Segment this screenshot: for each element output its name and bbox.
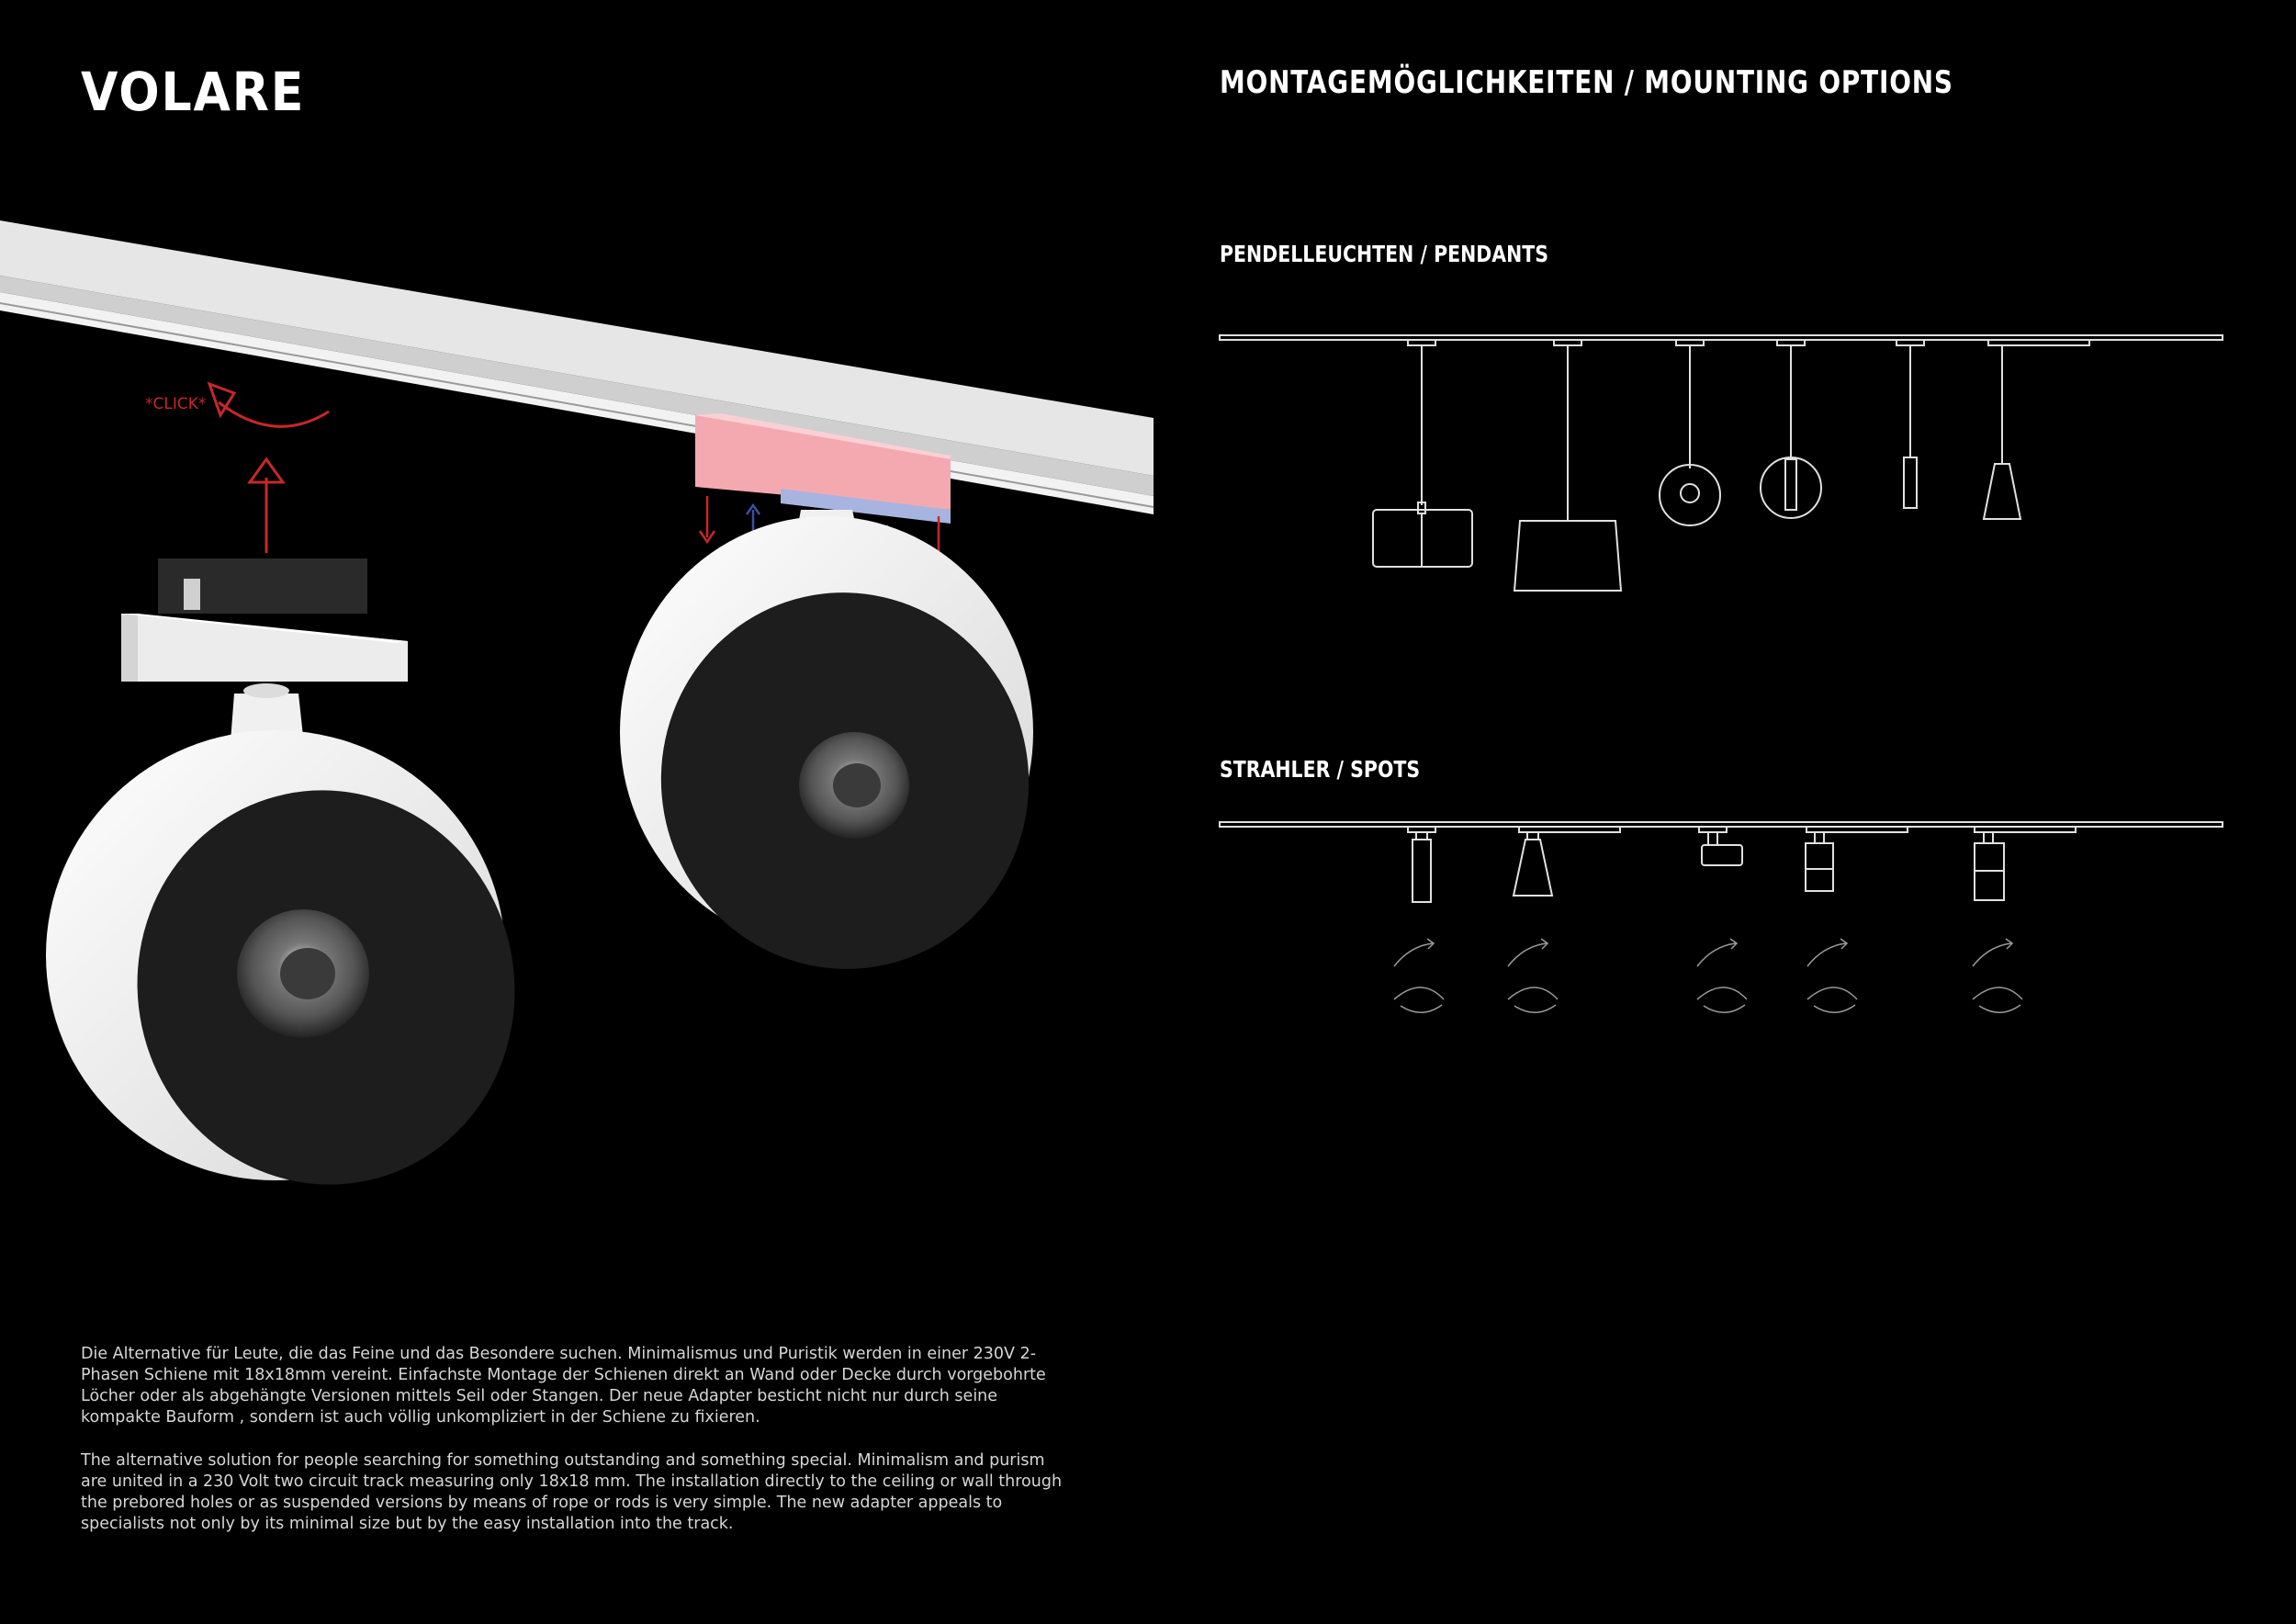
spots-diagram — [1212, 818, 2232, 1029]
left-adapter — [121, 558, 408, 682]
pendants-diagram — [1212, 326, 2232, 602]
spot-cube-large-icon — [1975, 827, 2076, 900]
pendant-cube-icon — [1373, 340, 1472, 567]
description-english: The alternative solution for people searching for something outstanding and something special. Minimalism and purism are united in a 230 Volt two circuit track measuring only 18x18 mm. The installation directly to the ceiling or wall through the prebored holes or as suspended versions by means of rope or rods is very simple. The new adapter appeals to specialists not only by its minimal size but by the easy installation into the track. — [81, 1451, 1063, 1533]
right-spot — [620, 510, 1059, 998]
pendant-sphere-cylinder-icon — [1761, 340, 1821, 518]
tilt-rotate-icons — [1394, 939, 2022, 1012]
product-illustration — [0, 0, 1194, 1240]
spot-horizontal-icon — [1699, 827, 1742, 865]
spot-cube-icon — [1806, 827, 1908, 891]
left-spot — [46, 683, 551, 1220]
pendants-heading: PENDELLEUCHTEN / PENDANTS — [1220, 241, 1549, 267]
description-german: Die Alternative für Leute, die das Feine und das Besondere suchen. Minimalismus und Puristik werden in einer 230V 2-Phasen Schiene mit 18x18mm vereint. Einfachste Montage der Schienen direkt an Wand oder Decke durch vorgebohrte Löcher oder als abgehängte Versionen mittels Seil oder Stangen. Der neue Adapter besticht nicht nur durch seine kompakte Bauform , sondern ist auch völlig unkompliziert in der Schiene zu fixieren. — [81, 1345, 1046, 1427]
spots-heading: STRAHLER / SPOTS — [1220, 756, 1421, 783]
spot-cone-icon — [1514, 827, 1620, 896]
pendant-shade-icon — [1514, 340, 1621, 591]
rotate-arrow-icon — [219, 402, 329, 426]
click-label: *CLICK* — [145, 395, 207, 413]
spot-cylinder-icon — [1408, 827, 1435, 902]
track-rail — [0, 220, 1154, 514]
pendant-sphere-icon — [1660, 340, 1720, 525]
page-title: VOLARE — [81, 61, 306, 123]
up-arrow-icon — [250, 459, 283, 553]
mounting-options-heading: MONTAGEMÖGLICHKEITEN / MOUNTING OPTIONS — [1220, 64, 1953, 101]
pendant-cylinder-icon — [1896, 340, 1924, 508]
pendant-cone-icon — [1984, 340, 2089, 519]
